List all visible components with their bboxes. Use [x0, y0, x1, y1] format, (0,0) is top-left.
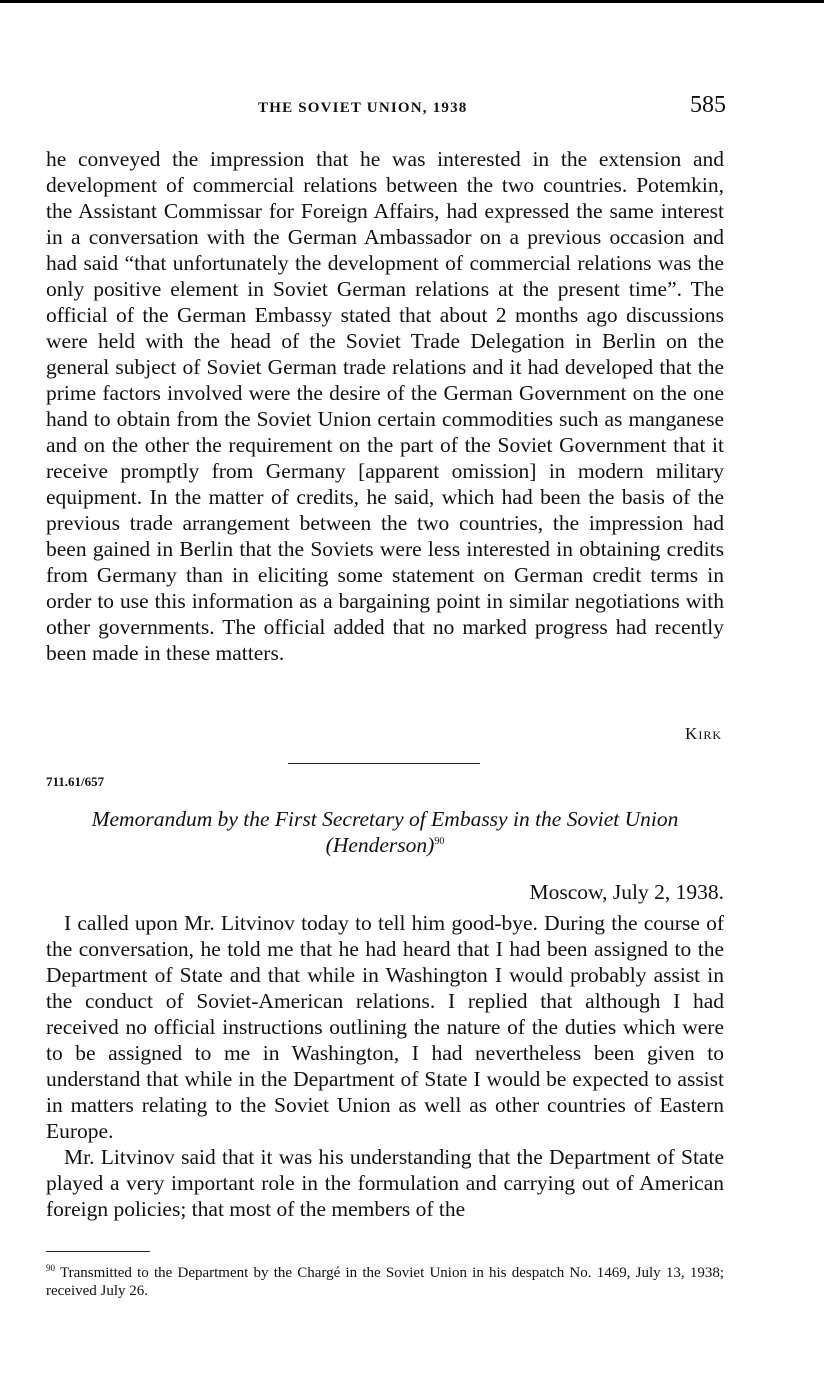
running-head: THE SOVIET UNION, 1938 [258, 100, 468, 116]
memorandum-paragraph-2: Mr. Litvinov said that it was his understanding that the Department of State played a very important role in the formulation and carrying out of American foreign policies; that most of the members of the [46, 1145, 724, 1221]
memorandum-title-line1: Memorandum by the First Secretary of Embassy in the Soviet Union [91, 807, 679, 831]
section-divider [288, 763, 480, 764]
memorandum-title [46, 806, 724, 858]
memorandum-paragraph-1: I called upon Mr. Litvinov today to tell him good-bye. During the course of the conversation, he told me that he had heard that I had been assigned to the Department of State and that while in Washington I would probably assist in the conduct of Soviet-American relations. I replied that although I had received no official instructions outlining the nature of the duties which were to be assigned to me in Washington, I had nevertheless been given to understand that while in the Department of State I would be expected to assist in matters relating to the Soviet Union as well as other countries of Eastern Europe. [46, 911, 724, 1143]
memorandum-body [46, 910, 724, 1222]
memorandum-title-line2: (Henderson) [325, 833, 435, 857]
signature: Kirk [685, 724, 722, 743]
footnote [46, 1264, 724, 1300]
file-number: 711.61/657 [46, 774, 105, 789]
footnote-marker: 90 [46, 1263, 55, 1273]
footnote-reference: 90 [434, 835, 445, 847]
footnote-divider [46, 1251, 150, 1252]
continued-paragraph [46, 146, 724, 666]
page-top-border [0, 0, 824, 3]
paragraph-text: he conveyed the impression that he was interested in the extension and development of commercial relations between the two countries. Potemkin, the Assistant Commissar for Foreign Affairs, had expressed the same interest in a conversation with the German Ambassador on a previous occasion and had said “that unfortunately the development of commercial relations was the only positive element in Soviet German relations at the present time”. The official of the German Embassy stated that about 2 months ago discussions were held with the head of the Soviet Trade Delegation in Berlin on the general subject of Soviet German trade relations and it had developed that the prime factors involved were the desire of the German Government on the one hand to obtain from the Soviet Union certain commodities such as manganese and on the other the requirement on the part of the Soviet Government that it receive promptly from Germany [apparent omission] in modern military equipment. In the matter of credits, he said, which had been the basis of the previous trade arrangement between the two countries, the impression had been gained in Berlin that the Soviets were less interested in obtaining credits from Germany than in eliciting some statement on German credit terms in order to use this information as a bargaining point in similar negotiations with other governments. The official added that no marked progress had recently been made in these matters. [46, 147, 724, 665]
footnote-text: Transmitted to the Department by the Chargé in the Soviet Union in his despatch No. 1469, July 13, 1938; received July 26. [46, 1265, 724, 1299]
dateline: Moscow, July 2, 1938. [529, 880, 724, 904]
page-number: 585 [690, 92, 726, 118]
